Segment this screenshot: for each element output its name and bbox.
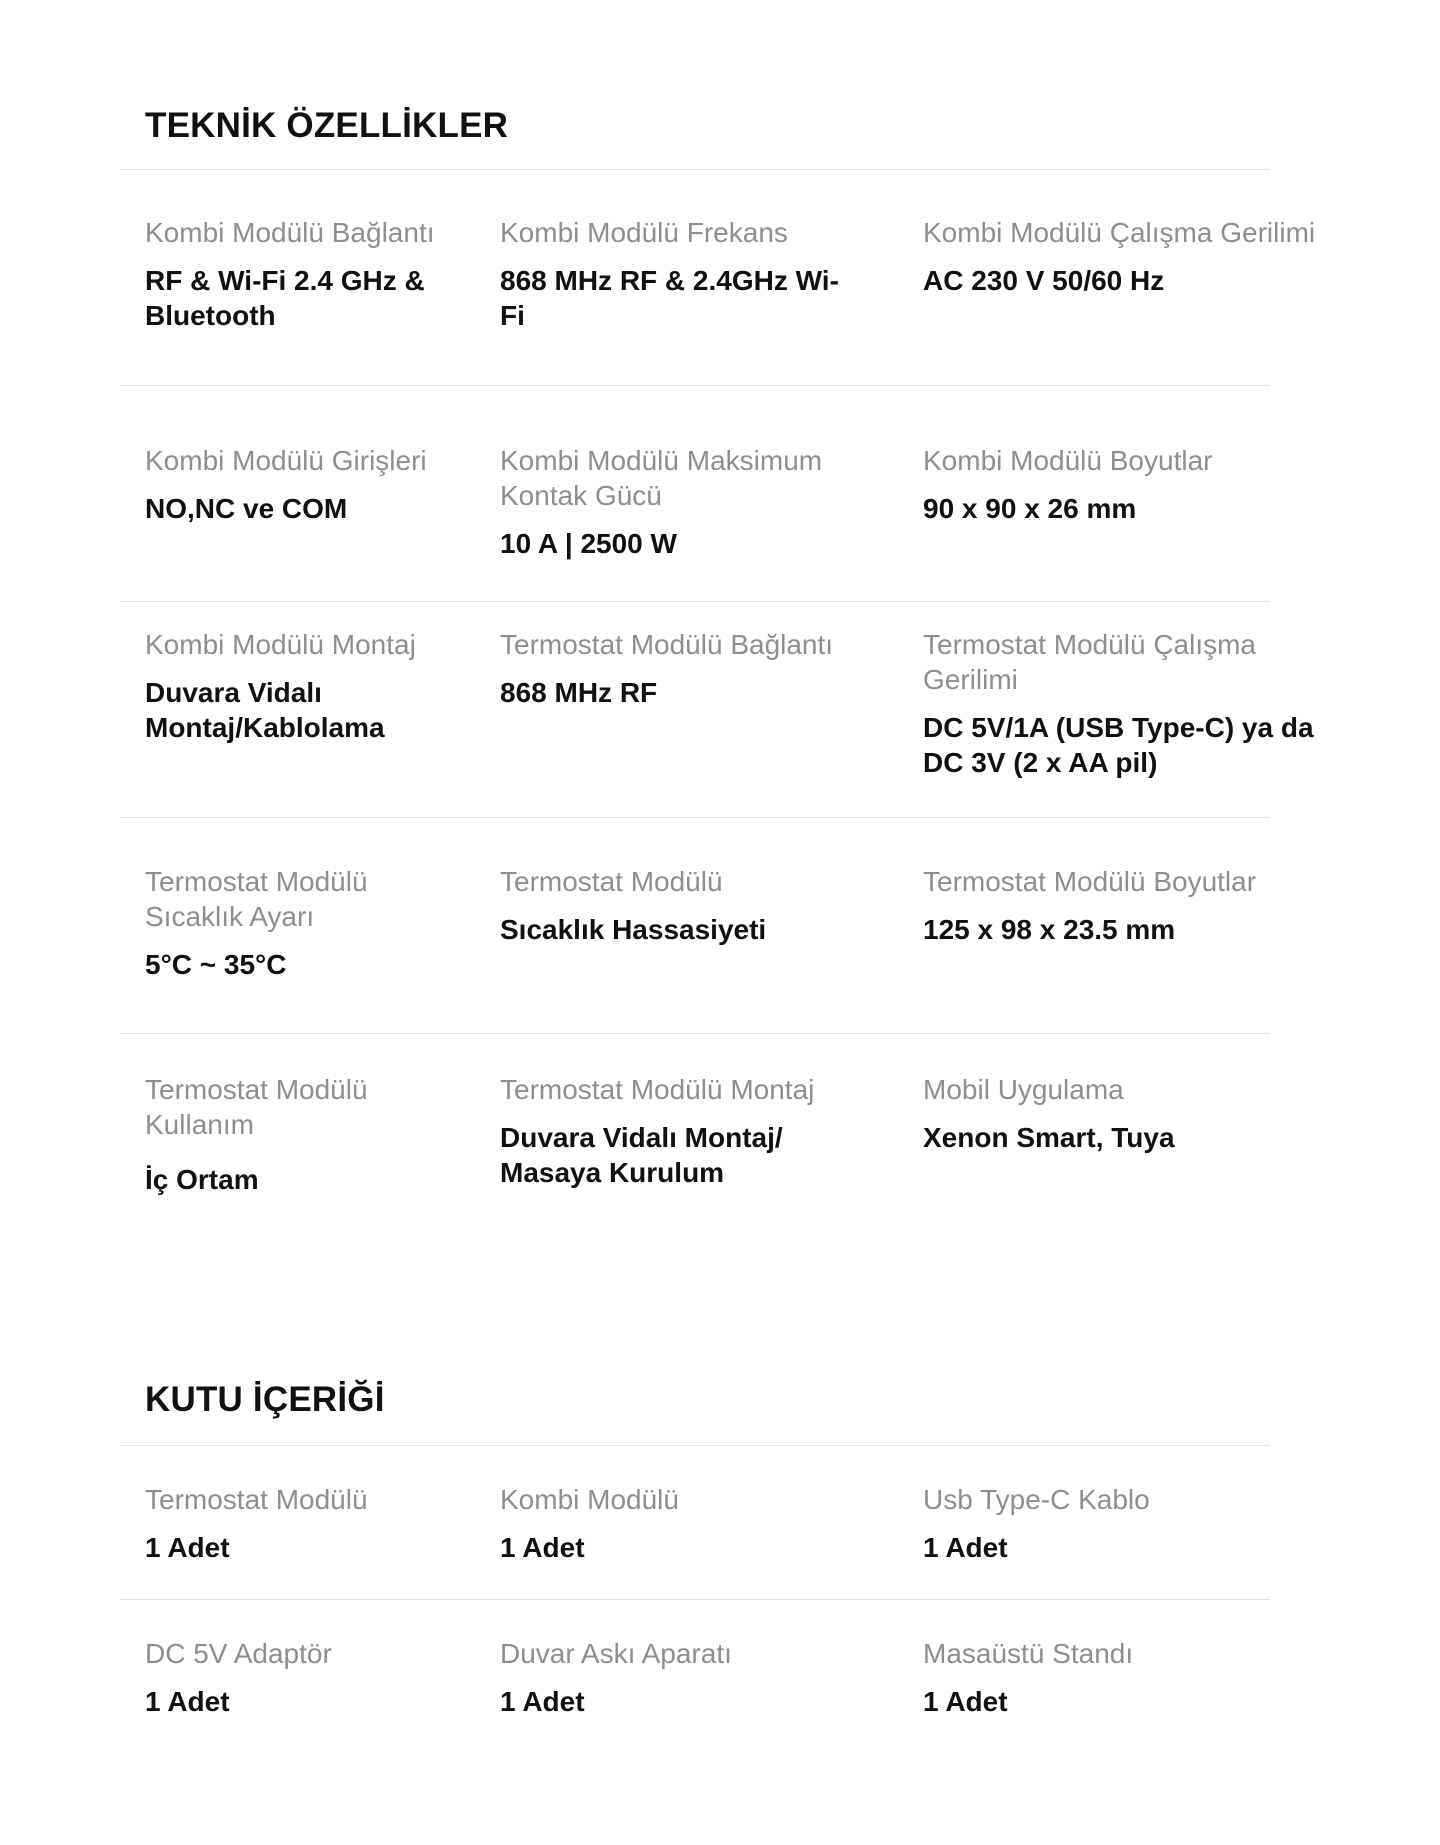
box-item-quantity: 1 Adet bbox=[500, 1686, 585, 1717]
box-item-quantity: 1 Adet bbox=[923, 1532, 1008, 1563]
box-item-quantity: 1 Adet bbox=[145, 1532, 230, 1563]
box-contents-section bbox=[120, 1340, 1270, 1740]
box-item bbox=[500, 1636, 860, 1719]
technical-specs-section bbox=[120, 0, 1316, 1240]
spec-item bbox=[923, 864, 1323, 947]
spec-item bbox=[923, 443, 1323, 526]
spec-item bbox=[145, 1072, 465, 1197]
spec-value: 10 A | 2500 W bbox=[500, 528, 677, 559]
box-item bbox=[145, 1636, 465, 1719]
spec-label: Kombi Modülü Boyutlar bbox=[923, 445, 1213, 476]
box-item bbox=[923, 1636, 1323, 1719]
spec-item bbox=[500, 443, 860, 561]
spec-item bbox=[500, 1072, 860, 1190]
box-item-quantity: 1 Adet bbox=[923, 1686, 1008, 1717]
spec-item bbox=[145, 864, 465, 982]
box-item-label: Usb Type-C Kablo bbox=[923, 1484, 1150, 1515]
spec-item bbox=[145, 627, 465, 745]
divider bbox=[120, 1445, 1270, 1446]
spec-value: 90 x 90 x 26 mm bbox=[923, 493, 1137, 524]
spec-value: DC 5V/1A (USB Type-C) ya da DC 3V (2 x AA pil) bbox=[923, 712, 1314, 778]
spec-item bbox=[500, 864, 860, 947]
box-item-label: Kombi Modülü bbox=[500, 1484, 679, 1515]
spec-value: 868 MHz RF & 2.4GHz Wi-Fi bbox=[500, 265, 839, 331]
spec-label: Kombi Modülü Maksimum Kontak Gücü bbox=[500, 445, 823, 511]
spec-item bbox=[145, 443, 465, 526]
divider bbox=[120, 1033, 1270, 1034]
spec-value: Xenon Smart, Tuya bbox=[923, 1122, 1175, 1153]
box-item-quantity: 1 Adet bbox=[500, 1532, 585, 1563]
divider bbox=[120, 385, 1270, 386]
spec-label: Kombi Modülü Montaj bbox=[145, 629, 416, 660]
spec-value: Duvara Vidalı Montaj/ Masaya Kurulum bbox=[500, 1122, 783, 1188]
box-item-label: Termostat Modülü bbox=[145, 1484, 368, 1515]
box-item bbox=[500, 1482, 860, 1565]
box-item-label: DC 5V Adaptör bbox=[145, 1638, 332, 1669]
spec-value: RF & Wi-Fi 2.4 GHz & Bluetooth bbox=[145, 265, 425, 331]
spec-item bbox=[923, 627, 1323, 780]
spec-label: Termostat Modülü Çalışma Gerilimi bbox=[923, 629, 1257, 695]
spec-item bbox=[145, 215, 465, 333]
spec-label: Termostat Modülü Montaj bbox=[500, 1074, 815, 1105]
divider bbox=[120, 601, 1270, 602]
section-title-technical-specs: TEKNİK ÖZELLİKLER bbox=[145, 106, 509, 145]
spec-label: Kombi Modülü Girişleri bbox=[145, 445, 427, 476]
box-item bbox=[145, 1482, 465, 1565]
spec-label: Termostat Modülü bbox=[500, 866, 723, 897]
spec-value: Duvara Vidalı Montaj/Kablolama bbox=[145, 677, 385, 743]
box-item bbox=[923, 1482, 1323, 1565]
spec-label: Termostat Modülü Bağlantı bbox=[500, 629, 834, 660]
spec-value: NO,NC ve COM bbox=[145, 493, 348, 524]
spec-label: Termostat Modülü Sıcaklık Ayarı bbox=[145, 866, 368, 932]
spec-item bbox=[500, 215, 860, 333]
spec-value: İç Ortam bbox=[145, 1164, 259, 1195]
box-item-label: Masaüstü Standı bbox=[923, 1638, 1134, 1669]
divider bbox=[120, 1599, 1270, 1600]
section-title-box-contents: KUTU İÇERİĞİ bbox=[145, 1380, 385, 1419]
spec-value: 868 MHz RF bbox=[500, 677, 658, 708]
spec-item bbox=[923, 215, 1323, 298]
spec-value: AC 230 V 50/60 Hz bbox=[923, 265, 1165, 296]
spec-label: Kombi Modülü Bağlantı bbox=[145, 217, 435, 248]
box-item-label: Duvar Askı Aparatı bbox=[500, 1638, 732, 1669]
spec-label: Kombi Modülü Frekans bbox=[500, 217, 788, 248]
divider bbox=[120, 169, 1270, 170]
box-item-quantity: 1 Adet bbox=[145, 1686, 230, 1717]
spec-label: Termostat Modülü Kullanım bbox=[145, 1074, 368, 1140]
spec-item bbox=[500, 627, 860, 710]
spec-label: Kombi Modülü Çalışma Gerilimi bbox=[923, 217, 1316, 248]
spec-value: Sıcaklık Hassasiyeti bbox=[500, 914, 767, 945]
spec-value: 125 x 98 x 23.5 mm bbox=[923, 914, 1176, 945]
spec-label: Termostat Modülü Boyutlar bbox=[923, 866, 1257, 897]
spec-item bbox=[923, 1072, 1323, 1155]
divider bbox=[120, 817, 1270, 818]
spec-label: Mobil Uygulama bbox=[923, 1074, 1124, 1105]
spec-value: 5°C ~ 35°C bbox=[145, 949, 287, 980]
